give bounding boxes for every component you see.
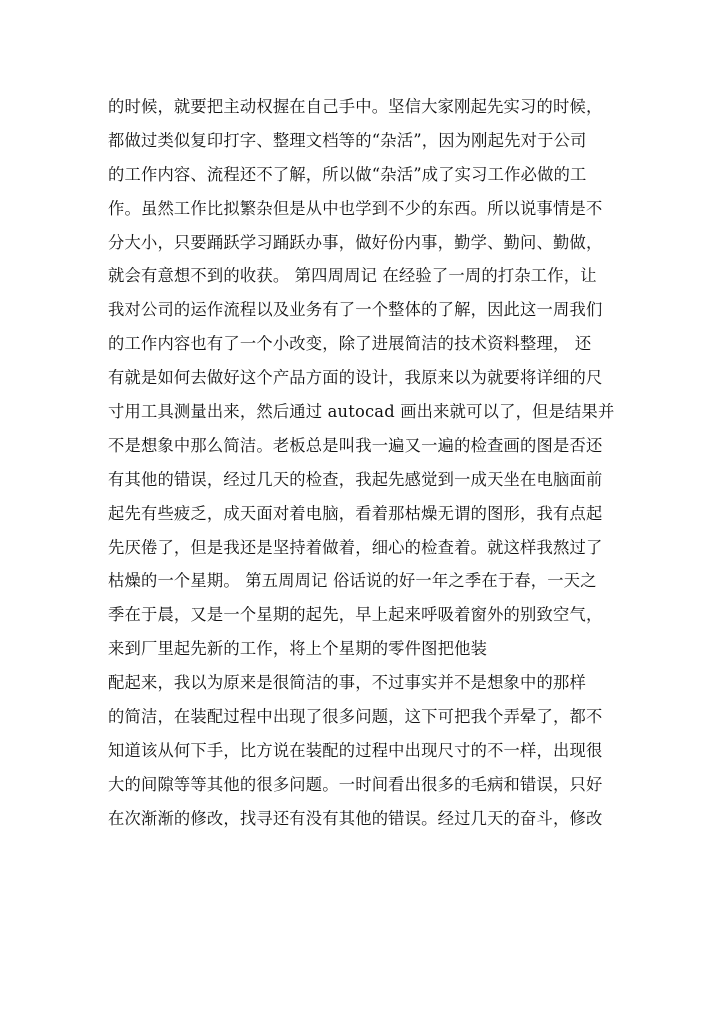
text-line: 枯燥的一个星期。 第五周周记 俗话说的好一年之季在于春，一天之 — [108, 571, 597, 591]
text-line: 季在于晨，又是一个星期的起先，早上起来呼吸着窗外的别致空气， — [108, 605, 603, 625]
text-line: 知道该从何下手，比方说在装配的过程中出现尺寸的不一样，出现很 — [108, 740, 603, 760]
text-line: 大的间隙等等其他的很多问题。一时间看出很多的毛病和错误，只好 — [108, 774, 603, 794]
text-line: 作。虽然工作比拟繁杂但是从中也学到不少的东西。所以说事情是不 — [108, 198, 603, 218]
text-line: 有就是如何去做好这个产品方面的设计，我原来以为就要将详细的尺 — [108, 368, 603, 388]
text-line: 就会有意想不到的收获。 第四周周记 在经验了一周的打杂工作，让 — [108, 266, 597, 286]
text-line: 来到厂里起先新的工作，将上个星期的零件图把他装 — [108, 639, 488, 659]
body-text — [108, 90, 628, 836]
text-line: 寸用工具测量出来，然后通过 autocad 画出来就可以了，但是结果并 — [108, 402, 615, 422]
text-line: 的工作内容、流程还不了解，所以做“杂活”成了实习工作必做的工 — [108, 164, 587, 184]
text-line: 我对公司的运作流程以及业务有了一个整体的了解，因此这一周我们 — [108, 300, 603, 320]
text-line: 起先有些疲乏，成天面对着电脑，看着那枯燥无谓的图形，我有点起 — [108, 503, 603, 523]
text-line: 的工作内容也有了一个小改变，除了进展简洁的技术资料整理， 还 — [108, 334, 592, 354]
text-line: 分大小，只要踊跃学习踊跃办事，做好份内事，勤学、勤问、勤做， — [108, 232, 603, 252]
text-line: 有其他的错误，经过几天的检查，我起先感觉到一成天坐在电脑面前 — [108, 469, 603, 489]
text-line: 的时候，就要把主动权握在自己手中。坚信大家刚起先实习的时候， — [108, 97, 603, 116]
text-line: 在次渐渐的修改，找寻还有没有其他的错误。经过几天的奋斗，修改 — [108, 808, 603, 828]
text-line: 的简洁，在装配过程中出现了很多问题，这下可把我个弄晕了，都不 — [108, 707, 603, 727]
text-line: 都做过类似复印打字、整理文档等的“杂活”，因为刚起先对于公司 — [108, 130, 587, 150]
text-line: 配起来，我以为原来是很简洁的事，不过事实并不是想象中的那样 — [108, 673, 586, 693]
text-line: 先厌倦了，但是我还是坚持着做着，细心的检查着。就这样我熬过了 — [108, 537, 603, 557]
text-line: 不是想象中那么简洁。老板总是叫我一遍又一遍的检查画的图是否还 — [108, 435, 603, 455]
